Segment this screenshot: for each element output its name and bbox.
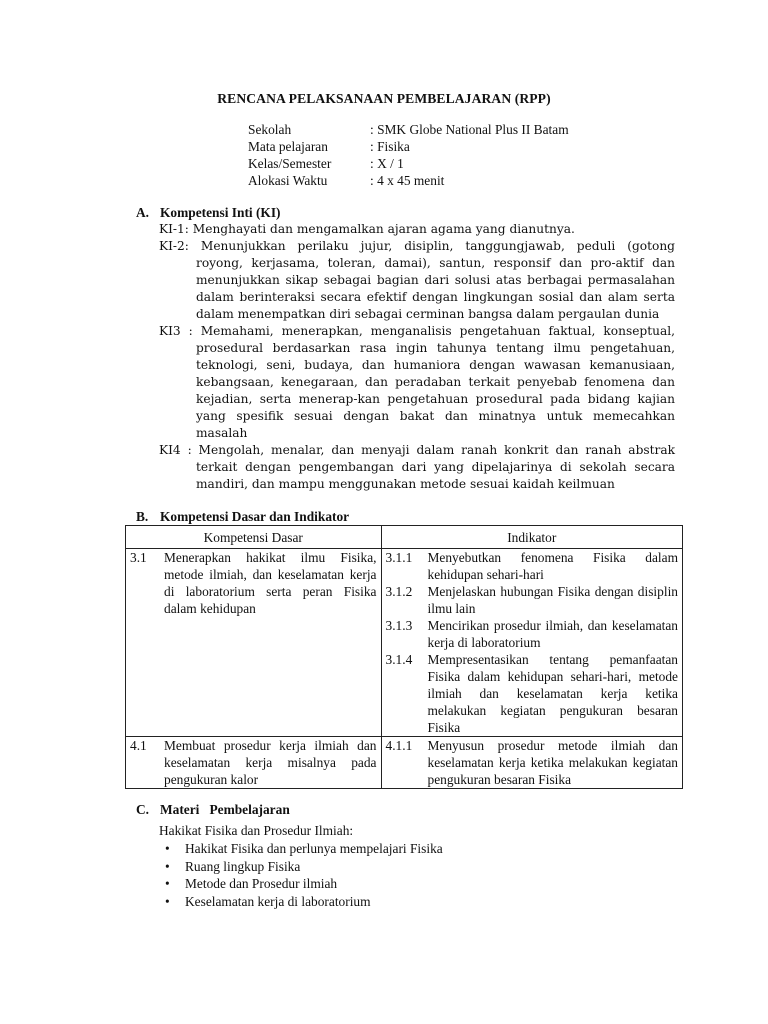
column-header-kd: Kompetensi Dasar xyxy=(126,526,382,549)
ki-3 xyxy=(159,323,675,442)
indicator-number: 3.1.4 xyxy=(385,652,413,667)
ki-list xyxy=(159,221,675,493)
kd-number: 4.1 xyxy=(130,738,147,753)
indicator-cell xyxy=(381,549,683,737)
bullet-icon: • xyxy=(165,841,170,856)
indicator-item xyxy=(386,549,679,583)
section-letter: A. xyxy=(136,205,150,220)
section-title: Kompetensi Inti (KI) xyxy=(160,205,281,220)
ki-3-continuation: prosedural berdasarkan rasa ingin tahunya tentang ilmu pengetahuan, teknologi, seni, budaya, dan humaniora dengan wawasan kemanusiaan, kebangsaan, kenegaraan, dan peradaban terkait penyebab fenomena dan kejadian, serta menerap-kan pengetahuan prosedural pada bidang kajian yang spesifik sesuai dengan bakat dan minatnya untuk memecahkan masalah xyxy=(196,341,675,440)
table-header-row xyxy=(126,526,683,549)
indicator-item xyxy=(386,651,679,736)
ki-1: KI-1: Menghayati dan mengamalkan ajaran agama yang dianutnya. xyxy=(159,222,575,236)
info-row-school xyxy=(248,121,569,138)
ki-2 xyxy=(159,238,675,323)
section-title: Materi Pembelajaran xyxy=(160,802,290,817)
indicator-text: Menjelaskan hubungan Fisika dengan disiplin ilmu lain xyxy=(427,584,678,616)
bullet-icon: • xyxy=(165,893,170,909)
section-b-heading xyxy=(136,508,349,525)
list-item-text: Hakikat Fisika dan perlunya mempelajari Fisika xyxy=(185,841,443,856)
kd-number: 3.1 xyxy=(130,550,147,565)
bullet-icon: • xyxy=(165,858,170,874)
list-item-text: Keselamatan kerja di laboratorium xyxy=(185,893,371,909)
kd-text: Menerapkan hakikat ilmu Fisika, metode ilmiah, dan keselamatan kerja di laboratorium serta peran Fisika dalam kehidupan xyxy=(164,550,377,616)
table-row xyxy=(126,549,683,737)
ki-3-first-line: KI3 : Memahami, menerapkan, menganalisis pengetahuan faktual, konseptual, xyxy=(159,324,675,338)
list-item xyxy=(159,875,443,893)
kd-text: Membuat prosedur kerja ilmiah dan keselamatan kerja misalnya pada pengukuran kalor xyxy=(164,738,377,787)
list-item xyxy=(159,840,443,858)
indicator-number: 3.1.3 xyxy=(385,618,413,633)
indicator-text: Menyusun prosedur metode ilmiah dan keselamatan kerja ketika melakukan kegiatan pengukuran besaran Fisika xyxy=(427,738,678,787)
indicator-cell xyxy=(381,737,683,789)
section-title: Kompetensi Dasar dan Indikator xyxy=(160,509,350,524)
info-row-time xyxy=(248,172,569,189)
info-value: : X / 1 xyxy=(370,156,404,171)
ki-4-first-line: KI4 : Mengolah, menalar, dan menyaji dalam ranah konkrit dan ranah abstrak xyxy=(159,443,675,457)
ki-2-first-line: KI-2: Menunjukkan perilaku jujur, disiplin, tanggungjawab, peduli (gotong xyxy=(159,239,675,253)
indicator-number: 3.1.1 xyxy=(385,550,413,565)
indicator-item xyxy=(386,737,679,788)
info-label: Kelas/Semester xyxy=(248,156,332,171)
info-label: Alokasi Waktu xyxy=(248,173,328,188)
materi-block xyxy=(159,822,443,910)
info-label: Sekolah xyxy=(248,122,292,137)
competency-table xyxy=(125,525,683,789)
list-item-text: Ruang lingkup Fisika xyxy=(185,858,301,874)
kd-entry xyxy=(130,549,377,617)
info-block xyxy=(248,121,569,189)
info-label: Mata pelajaran xyxy=(248,139,328,154)
info-value: : 4 x 45 menit xyxy=(370,173,445,188)
indicator-text: Mempresentasikan tentang pemanfaatan Fisika dalam kehidupan sehari-hari, metode ilmiah dan keselamatan kerja ketika melakukan kegiatan pengukuran besaran Fisika xyxy=(427,652,678,735)
list-item-text: Metode dan Prosedur ilmiah xyxy=(185,876,338,891)
section-letter: B. xyxy=(136,509,149,524)
ki-4 xyxy=(159,442,675,493)
document-title: RENCANA PELAKSANAAN PEMBELAJARAN (RPP) xyxy=(217,91,551,106)
list-item xyxy=(159,858,443,876)
materi-list xyxy=(159,840,443,910)
ki-4-continuation: terkait dengan pengembangan dari yang dipelajarinya di sekolah secara mandiri, dan mampu menggunakan metode sesuai kaidah keilmuan xyxy=(196,460,675,491)
indicator-item xyxy=(386,617,679,651)
column-header-indicator: Indikator xyxy=(381,526,683,549)
kd-entry xyxy=(130,737,377,788)
kd-cell xyxy=(126,549,382,737)
list-item xyxy=(159,893,443,911)
indicator-number: 4.1.1 xyxy=(385,738,413,753)
section-a-heading xyxy=(136,204,281,221)
indicator-text: Menyebutkan fenomena Fisika dalam kehidupan sehari-hari xyxy=(427,550,678,582)
materi-intro: Hakikat Fisika dan Prosedur Ilmiah: xyxy=(159,823,354,838)
indicator-item xyxy=(386,583,679,617)
indicator-number: 3.1.2 xyxy=(385,584,413,599)
info-row-subject xyxy=(248,138,569,155)
indicator-text: Mencirikan prosedur ilmiah, dan keselamatan kerja di laboratorium xyxy=(427,618,678,650)
info-value: : SMK Globe National Plus II Batam xyxy=(370,122,569,137)
ki-2-continuation: royong, kerjasama, toleran, damai), santun, responsif dan pro-aktif dan menunjukkan sikap sebagai bagian dari solusi atas berbagai permasalahan dalam berinteraksi secara efektif dengan lingkungan sosial dan alam serta dalam menempatkan diri sebagai cerminan bangsa dalam pergaulan dunia xyxy=(196,256,675,321)
bullet-icon: • xyxy=(165,876,170,891)
section-c-heading xyxy=(136,801,290,818)
kd-cell xyxy=(126,737,382,789)
info-row-class xyxy=(248,155,569,172)
section-letter: C. xyxy=(136,802,150,817)
info-value: : Fisika xyxy=(370,139,410,154)
table-row xyxy=(126,737,683,789)
